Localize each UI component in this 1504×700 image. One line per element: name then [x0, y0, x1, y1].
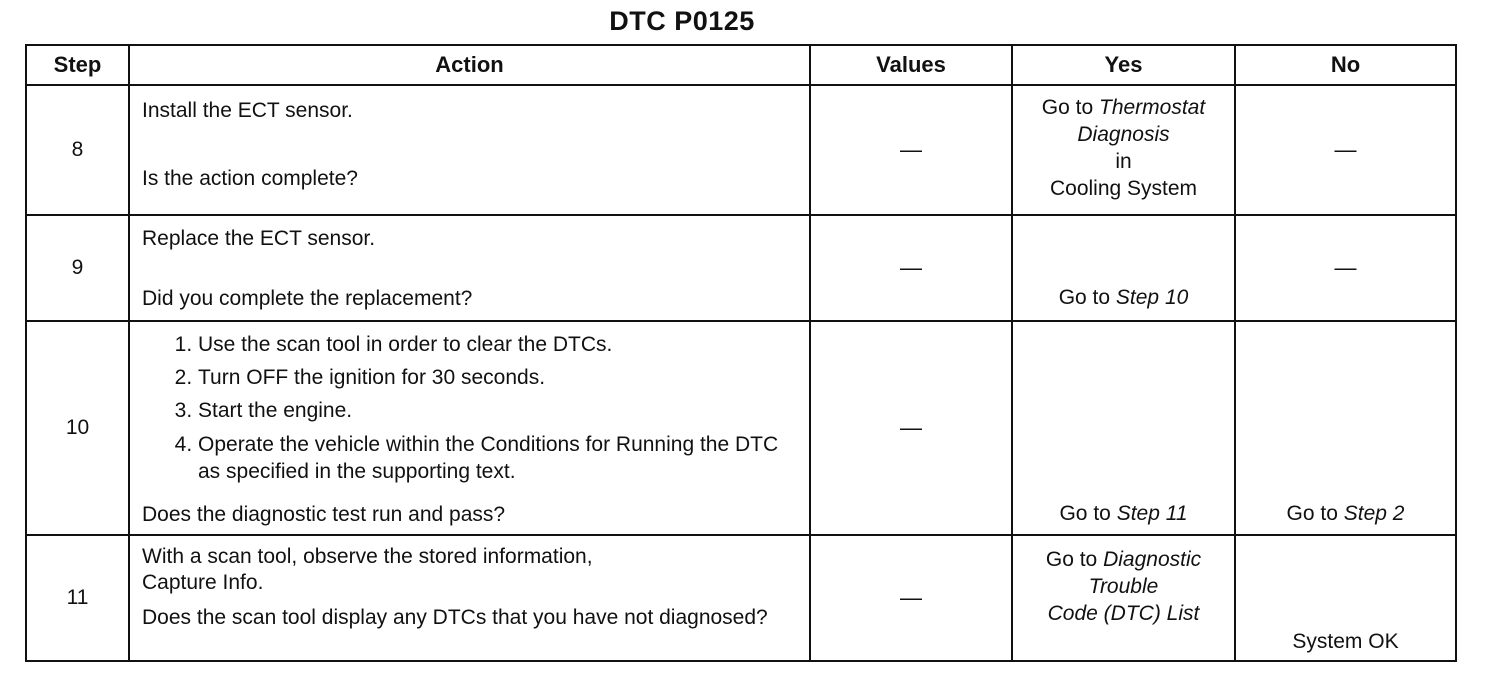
yes-middle: in [1115, 150, 1132, 173]
yes-cell [1012, 215, 1235, 321]
action-instruction: Install the ECT sensor. [142, 99, 353, 122]
action-question: Is the action complete? [142, 167, 358, 190]
action-cell [129, 535, 810, 661]
values-cell: — [810, 321, 1012, 535]
yes-link-text: Step 11 [1116, 502, 1188, 525]
yes-cell [1012, 85, 1235, 215]
action-steps-list [142, 332, 797, 492]
header-row [26, 45, 1456, 85]
header-yes: Yes [1012, 45, 1235, 85]
no-cell: — [1235, 215, 1456, 321]
step-number: 8 [26, 85, 129, 215]
step-number: 11 [26, 535, 129, 661]
step-number: 10 [26, 321, 129, 535]
no-cell [1235, 321, 1456, 535]
action-cell [129, 321, 810, 535]
table-row [26, 215, 1456, 321]
header-no: No [1235, 45, 1456, 85]
yes-link-text: Diagnostic [1103, 548, 1202, 571]
yes-link-text: Thermostat [1099, 96, 1206, 119]
no-prefix: Go to [1286, 502, 1338, 525]
table-row [26, 85, 1456, 215]
list-item: 1. Use the scan tool in order to clear the DTCs. [198, 332, 797, 358]
list-item: 4. Operate the vehicle within the Conditions for Running the DTC as specified in the supporting text. [198, 431, 797, 485]
action-cell [129, 85, 810, 215]
list-item: 3. Start the engine. [198, 398, 797, 424]
action-question: Does the scan tool display any DTCs that you have not diagnosed? [142, 606, 768, 629]
table-row [26, 321, 1456, 535]
yes-link-text: Code (DTC) List [1047, 602, 1200, 625]
no-cell: — [1235, 85, 1456, 215]
action-instruction: With a scan tool, observe the stored information, [142, 545, 593, 568]
no-text: System OK [1292, 630, 1399, 653]
header-values: Values [810, 45, 1012, 85]
header-action: Action [129, 45, 810, 85]
values-cell: — [810, 215, 1012, 321]
action-cell [129, 215, 810, 321]
page-title: DTC P0125 [609, 6, 755, 36]
step-number: 9 [26, 215, 129, 321]
list-item: 2. Turn OFF the ignition for 30 seconds. [198, 365, 797, 391]
yes-prefix: Go to [1059, 502, 1111, 525]
action-instruction: Capture Info. [142, 571, 264, 594]
dtc-table [25, 44, 1457, 662]
yes-link-text: Diagnosis [1077, 123, 1170, 146]
yes-prefix: Go to [1041, 96, 1094, 119]
no-cell [1235, 535, 1456, 661]
yes-cell [1012, 321, 1235, 535]
yes-cell [1012, 535, 1235, 661]
table-row [26, 535, 1456, 661]
yes-prefix: Go to [1058, 286, 1111, 309]
yes-prefix: Go to [1045, 548, 1098, 571]
action-question: Does the diagnostic test run and pass? [142, 503, 506, 526]
action-question: Did you complete the replacement? [142, 287, 473, 310]
action-instruction: Replace the ECT sensor. [142, 227, 376, 250]
yes-suffix: Cooling System [1049, 177, 1198, 200]
header-step: Step [26, 45, 129, 85]
yes-link-text: Trouble [1088, 575, 1159, 598]
yes-link-text: Step 10 [1115, 286, 1189, 309]
no-link-text: Step 2 [1343, 502, 1405, 525]
values-cell: — [810, 85, 1012, 215]
values-cell: — [810, 535, 1012, 661]
